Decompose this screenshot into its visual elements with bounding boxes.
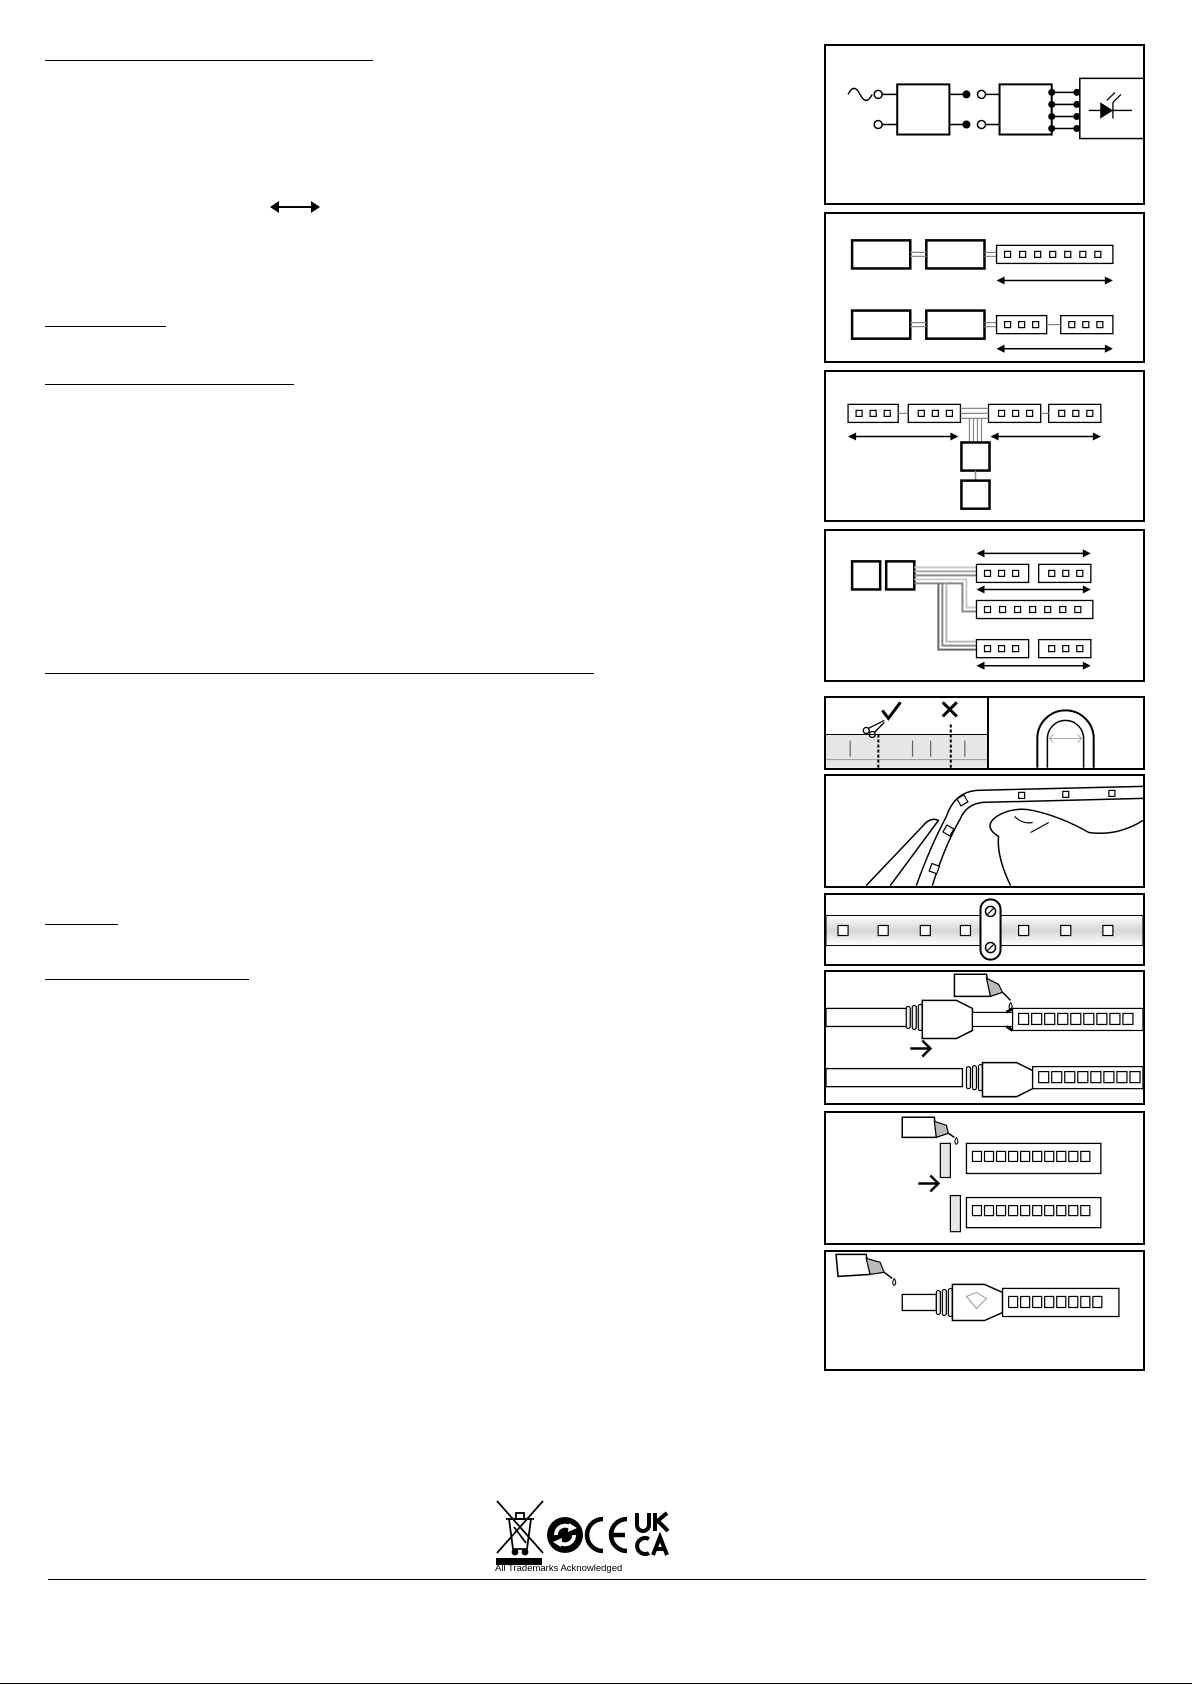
power-supply-box bbox=[897, 84, 949, 134]
sealed-end-panel bbox=[824, 1250, 1145, 1371]
ce-mark bbox=[587, 1519, 627, 1551]
end-plug-glue-panel bbox=[824, 1111, 1145, 1245]
ukca-mark bbox=[637, 1513, 668, 1555]
recycling-icon bbox=[547, 1517, 583, 1553]
adhesive-peel-panel bbox=[824, 774, 1145, 888]
heading-rule-1 bbox=[45, 60, 373, 61]
controller-box bbox=[1000, 84, 1052, 134]
double-arrow-icon bbox=[270, 199, 320, 215]
strip-length-panel bbox=[824, 212, 1145, 363]
multi-run-panel bbox=[824, 529, 1145, 682]
cross-icon bbox=[943, 702, 957, 716]
wiring-diagram-panel bbox=[824, 44, 1145, 205]
mounting-clip-panel bbox=[824, 893, 1145, 966]
page-bottom-divider bbox=[0, 1683, 1192, 1684]
led-strip-box bbox=[1080, 78, 1143, 138]
t-split-panel bbox=[824, 370, 1145, 522]
weee-crossed-bin-icon bbox=[497, 1501, 543, 1555]
arrow-right-icon bbox=[910, 1041, 930, 1057]
heading-rule-4 bbox=[45, 673, 594, 674]
bend-radius-panel bbox=[987, 696, 1145, 770]
ac-supply-icon bbox=[848, 88, 872, 100]
end-cap-glue-panel bbox=[824, 970, 1145, 1105]
heading-rule-2 bbox=[45, 326, 166, 327]
cut-marks-panel bbox=[824, 696, 989, 770]
trademark-notice: All Trademarks Acknowledged bbox=[495, 1563, 623, 1574]
heading-rule-5 bbox=[45, 924, 118, 925]
check-icon bbox=[882, 702, 900, 718]
heading-rule-3 bbox=[45, 384, 294, 385]
footer-divider bbox=[48, 1579, 1146, 1580]
heading-rule-6 bbox=[45, 979, 249, 980]
